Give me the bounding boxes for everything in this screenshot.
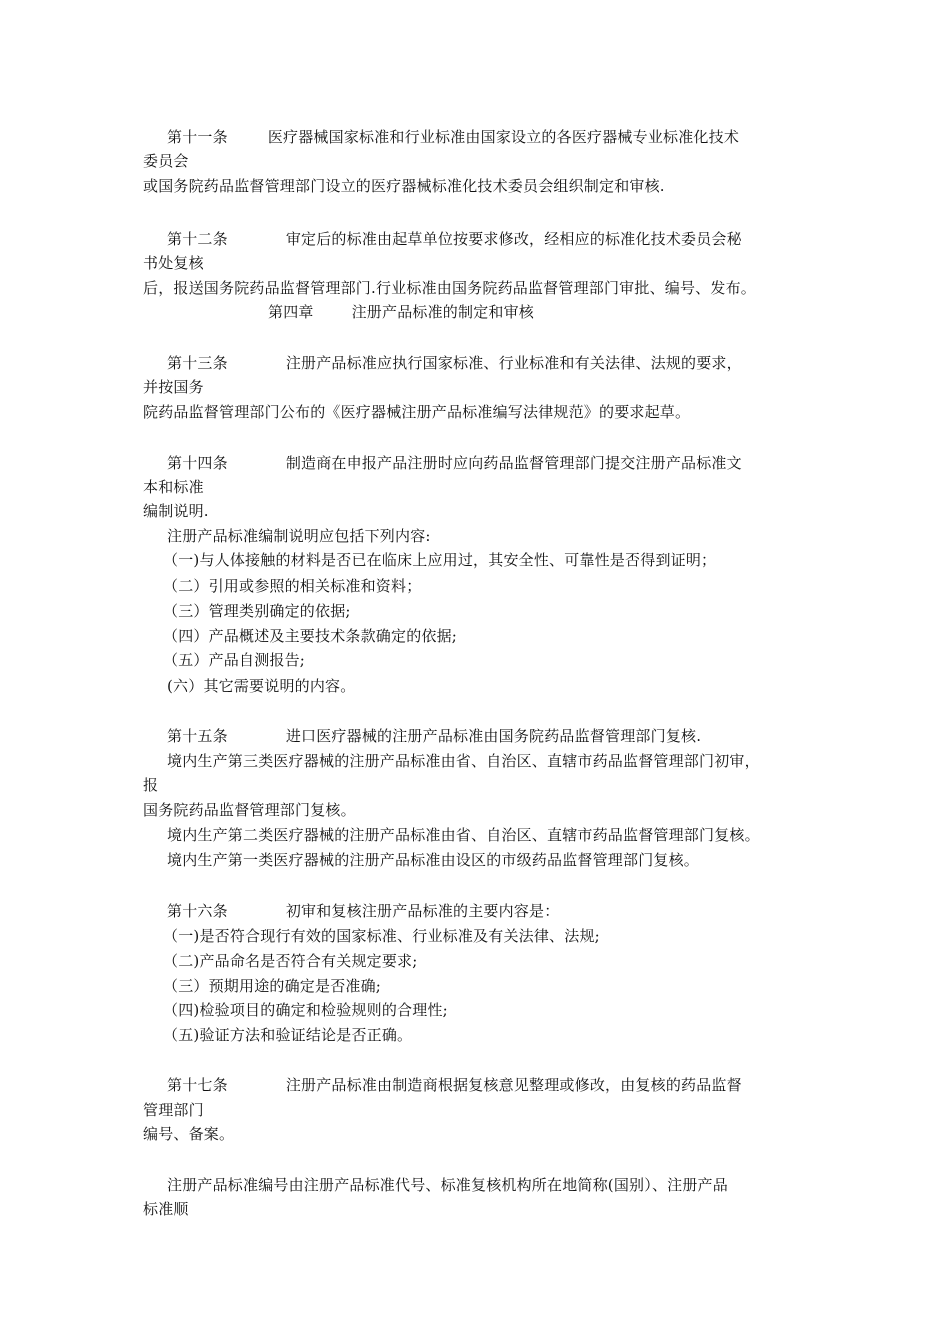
article-14-label: 第十四条 xyxy=(167,454,228,472)
list-item: （二）引用或参照的相关标准和资料； xyxy=(163,577,422,595)
text-line: 境内生产第二类医疗器械的注册产品标准由省、自治区、直辖市药品监督管理部门复核。 xyxy=(167,826,760,844)
text-line: 注册产品标准编号由注册产品标准代号、标准复核机构所在地简称(国别）、注册产品 xyxy=(167,1176,728,1194)
article-17-label: 第十七条 xyxy=(167,1076,228,1094)
list-item: （一)是否符合现行有效的国家标准、行业标准及有关法律、法规; xyxy=(163,927,600,945)
article-15-first-line: 第十五条 进口医疗器械的注册产品标准由国务院药品监督管理部门复核. xyxy=(167,727,702,745)
text-line: 报 xyxy=(143,776,159,794)
article-12-first-line: 第十二条 审定后的标准由起草单位按要求修改，经相应的标准化技术委员会秘 xyxy=(167,230,742,248)
list-item: （三）管理类别确定的依据; xyxy=(163,602,351,620)
text-line: 本和标准 xyxy=(143,478,204,496)
article-13-first-line: 第十三条 注册产品标准应执行国家标准、行业标准和有关法律、法规的要求， xyxy=(167,354,742,372)
article-16-label: 第十六条 xyxy=(167,902,228,920)
text-line: 后，报送国务院药品监督管理部门.行业标准由国务院药品监督管理部门审批、编号、发布。 xyxy=(143,279,756,297)
text-line: 国务院药品监督管理部门复核。 xyxy=(143,801,356,819)
article-16-first-line: 第十六条 初审和复核注册产品标准的主要内容是： xyxy=(167,902,560,920)
article-17-first-line: 第十七条 注册产品标准由制造商根据复核意见整理或修改，由复核的药品监督 xyxy=(167,1076,742,1094)
chapter-4-label: 第四章 xyxy=(268,303,314,321)
list-item: (六）其它需要说明的内容。 xyxy=(167,677,356,695)
article-13-label: 第十三条 xyxy=(167,354,228,372)
list-item: （四)检验项目的确定和检验规则的合理性; xyxy=(163,1001,448,1019)
text-line: 院药品监督管理部门公布的《医疗器械注册产品标准编写法律规范》的要求起草。 xyxy=(143,403,691,421)
chapter-4-heading xyxy=(268,302,534,322)
list-item: （一)与人体接触的材料是否已在临床上应用过，其安全性、可靠性是否得到证明； xyxy=(163,551,717,569)
text-line: 委员会 xyxy=(143,152,189,170)
list-item: （四）产品概述及主要技术条款确定的依据; xyxy=(163,627,458,645)
article-14-first-line: 第十四条 制造商在申报产品注册时应向药品监督管理部门提交注册产品标准文 xyxy=(167,454,742,472)
text-line: 编号、备案。 xyxy=(143,1125,235,1143)
article-12-label: 第十二条 xyxy=(167,230,228,248)
list-item: （三）预期用途的确定是否准确; xyxy=(163,977,382,995)
list-item: （五）产品自测报告; xyxy=(163,651,306,669)
chapter-4-title: 注册产品标准的制定和审核 xyxy=(351,303,535,321)
text-line: 或国务院药品监督管理部门设立的医疗器械标准化技术委员会组织制定和审核. xyxy=(143,177,665,195)
text-line: 注册产品标准编制说明应包括下列内容: xyxy=(167,527,431,545)
text-line: 编制说明. xyxy=(143,502,209,520)
list-item: （二)产品命名是否符合有关规定要求; xyxy=(163,952,418,970)
list-item: （五)验证方法和验证结论是否正确。 xyxy=(163,1026,413,1044)
text-line: 书处复核 xyxy=(143,254,204,272)
text-line: 并按国务 xyxy=(143,378,204,396)
article-15-label: 第十五条 xyxy=(167,727,228,745)
article-11-label: 第十一条 xyxy=(167,128,228,146)
text-line: 管理部门 xyxy=(143,1101,204,1119)
text-line: 标准顺 xyxy=(143,1200,189,1218)
text-line: 境内生产第三类医疗器械的注册产品标准由省、自治区、直辖市药品监督管理部门初审， xyxy=(167,752,760,770)
article-11-first-line: 第十一条 医疗器械国家标准和行业标准由国家设立的各医疗器械专业标准化技术 xyxy=(167,128,740,146)
text-line: 境内生产第一类医疗器械的注册产品标准由设区的市级药品监督管理部门复核。 xyxy=(167,851,700,869)
